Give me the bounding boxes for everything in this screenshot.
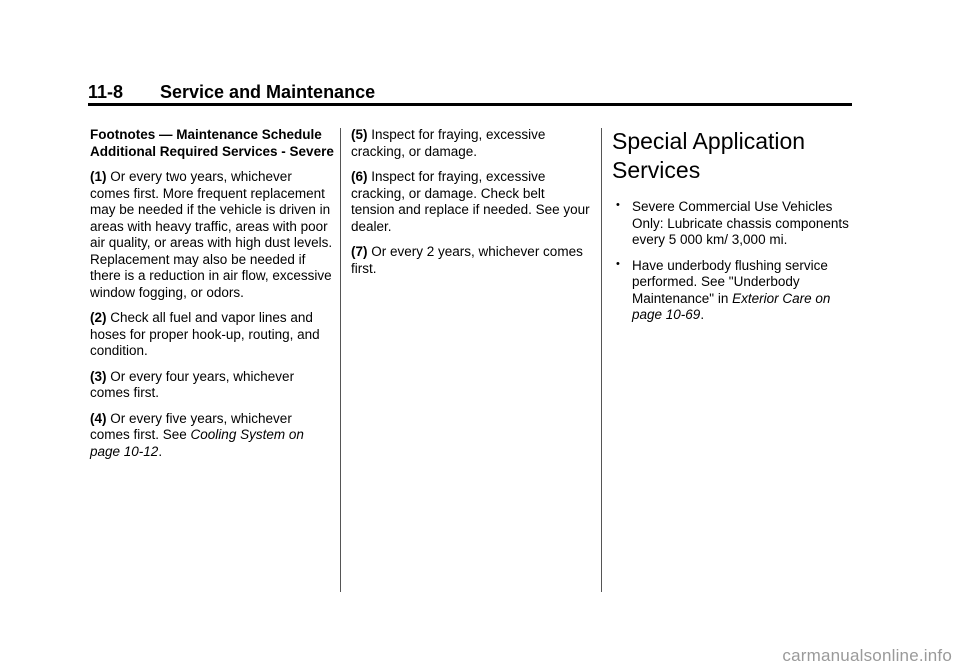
- footnote-2: [90, 310, 335, 360]
- footnote-6: [351, 169, 591, 235]
- bullet-icon: •: [616, 257, 620, 270]
- bullet-item: [612, 199, 857, 249]
- footnote-marker: (5): [351, 127, 368, 142]
- footnote-text: Inspect for fraying, excessive cracking, or damage. Check belt tension and replace if needed. See your dealer.: [351, 169, 590, 234]
- bullet-item: [612, 258, 857, 324]
- bullet-text-end: .: [700, 307, 705, 322]
- footnote-7: [351, 244, 591, 277]
- bullet-text: Severe Commercial Use Vehicles Only: Lubricate chassis components every 5 000 km/ 3,000 mi.: [632, 199, 849, 247]
- footnotes-heading: Footnotes — Maintenance Schedule Additional Required Services - Severe: [90, 127, 334, 159]
- footnote-5: [351, 127, 591, 160]
- bullet-icon: •: [616, 199, 620, 211]
- footnote-1: [90, 169, 335, 301]
- column-divider-1: [340, 128, 341, 592]
- column-3: [612, 127, 857, 333]
- column-2: [351, 127, 591, 286]
- bullet-text: Have underbody flushing service performed. See "Underbody Maintenance" in: [632, 257, 828, 306]
- footnote-marker: (4): [90, 410, 107, 426]
- watermark: carmanualsonline.info: [782, 646, 952, 665]
- column-divider-2: [601, 128, 602, 592]
- cross-reference-link[interactable]: Exterior Care on page 10-69: [632, 290, 831, 322]
- footnote-marker: (7): [351, 244, 368, 259]
- page-number: 11-8: [88, 82, 124, 102]
- footnote-text: Check all fuel and vapor lines and hoses for proper hook-up, routing, and condition.: [90, 310, 320, 358]
- footnote-text: Or every five years, whichever comes first. See: [90, 410, 292, 442]
- footnote-marker: (3): [90, 368, 107, 384]
- footnote-text: Or every four years, whichever comes first.: [90, 368, 295, 400]
- footnote-3: [90, 369, 335, 402]
- cross-reference-link[interactable]: Cooling System on page 10-12: [90, 427, 304, 459]
- special-services-heading: Special Application Services: [612, 128, 806, 183]
- section-title: Service and Maintenance: [160, 82, 376, 102]
- footnote-4: [90, 411, 335, 461]
- footnote-marker: (1): [90, 169, 107, 184]
- footnote-text: Inspect for fraying, excessive cracking, or damage.: [351, 127, 546, 159]
- footnote-text: Or every two years, whichever comes first. More frequent replacement may be needed if the vehicle is driven in areas with heavy traffic, areas with poor air quality, or areas with high dust levels. Replacement may also be needed if there is a reduction in air flow, excessive window fogging, or odors.: [90, 169, 333, 300]
- footnote-text-end: .: [158, 443, 163, 459]
- footnote-marker: (2): [90, 310, 107, 325]
- footnote-text: Or every 2 years, whichever comes first.: [351, 244, 583, 276]
- column-1: [90, 127, 335, 469]
- footnote-marker: (6): [351, 169, 368, 184]
- page-header: [88, 82, 852, 106]
